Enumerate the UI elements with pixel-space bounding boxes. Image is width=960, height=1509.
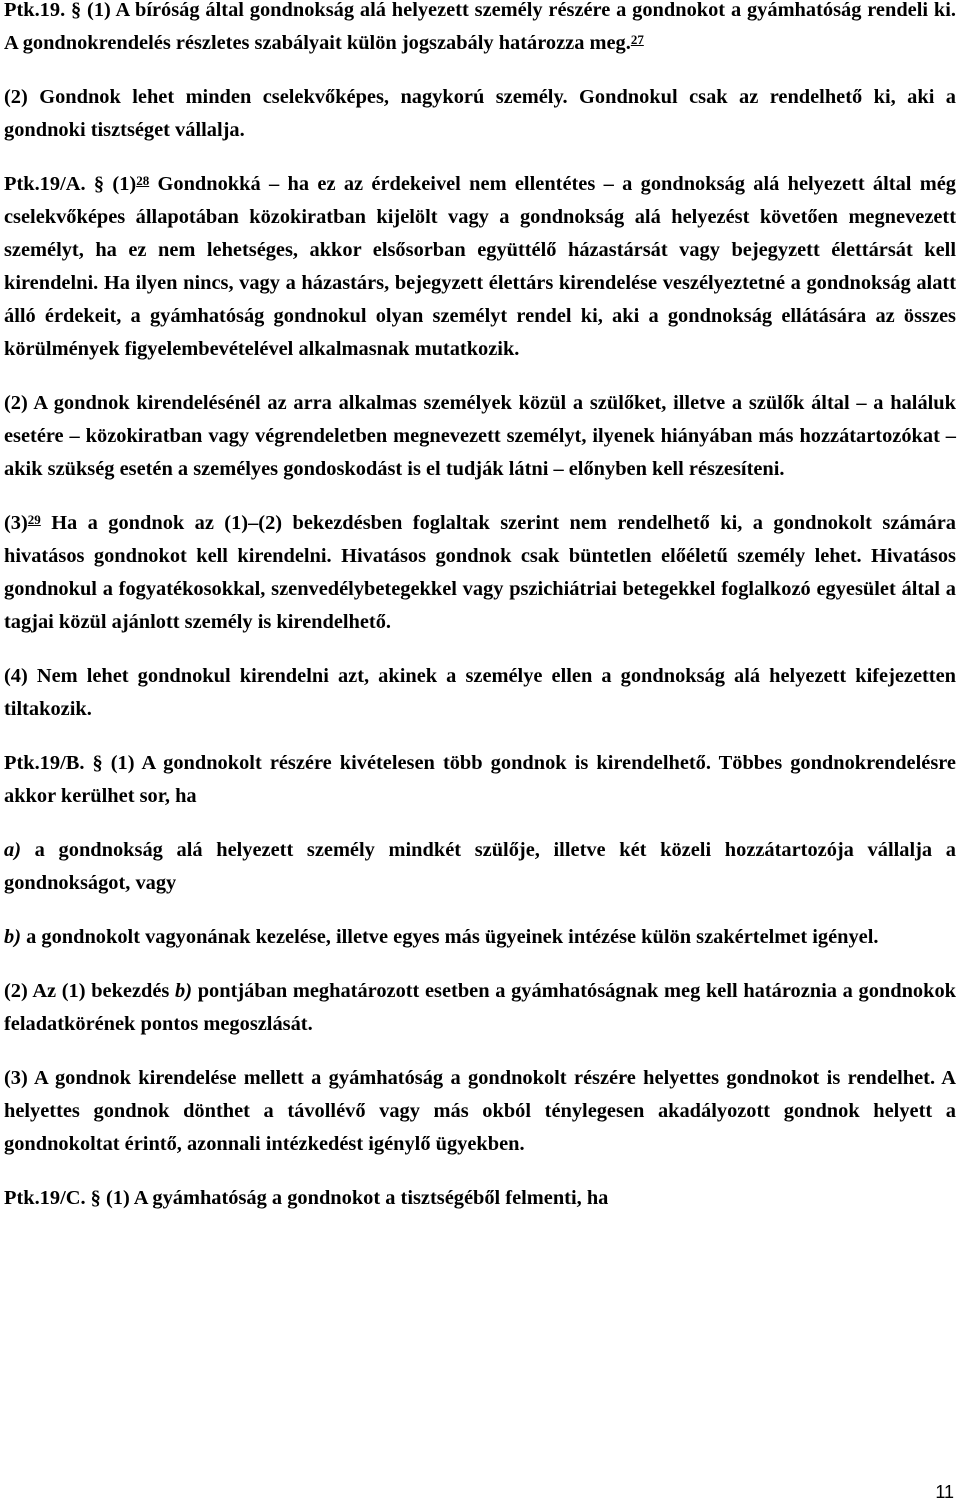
- footnote-link-28[interactable]: 28: [136, 173, 150, 188]
- footnote-link-27[interactable]: 27: [630, 32, 644, 47]
- paragraph-ptk-19a-2: (2) A gondnok kirendelésénél az arra alkalmas személyek közül a szülőket, illetve a szülők által – a haláluk esetére – közokiratban vagy végrendeletben megnevezett személyt, ilyenek hiányában más hozzátartozókat – akik szükség esetén a személyes gondoskodást is el tudják látni – előnyben kell részesíteni.: [4, 392, 956, 480]
- paragraph-text: Gondnokká – ha ez az érdekeivel nem ellentétes – a gondnokság alá helyezett által még cselekvőképes állapotában közokiratban kijelölt vagy a gondnokság alá helyezést követően megnevezett személyt, ha ez nem lehetséges, akkor elsősorban együttélő házastársát vagy bejegyzett élettársát kell kirendelni. Ha ilyen nincs, vagy a házastárs, bejegyzett élettárs kirendelése veszélyeztetné a gondnokság alatt álló érdekeit, a gyámhatóság gondnokul olyan személyt rendel ki, aki a gondnokság ellátására az összes körülmények figyelembevételével alkalmasnak mutatkozik.: [4, 173, 957, 360]
- paragraph-point-b: [4, 921, 956, 954]
- paragraph-text: a gondnokolt vagyonának kezelése, illetve egyes más ügyeinek intézése külön szakértelmet igényel.: [21, 926, 879, 948]
- paragraph-text: pontjában meghatározott esetben a gyámhatóságnak meg kell határoznia a gondnokok feladatkörének pontos megoszlását.: [4, 980, 956, 1035]
- document-page: [4, 0, 956, 1215]
- point-marker: b): [175, 980, 193, 1002]
- paragraph-text: Ptk.19. § (1) A bíróság által gondnokság alá helyezett személy részére a gondnokot a gyámhatóság rendeli ki. A gondnokrendelés részletes szabályait külön jogszabály határozza meg.: [4, 0, 956, 54]
- section-heading: (3): [4, 512, 28, 534]
- page-number: 11: [935, 1482, 954, 1502]
- paragraph-ptk-19b-2: [4, 975, 956, 1041]
- paragraph-ptk-19b-1: Ptk.19/B. § (1) A gondnokolt részére kivételesen több gondnok is kirendelhető. Többes gondnokrendelésre akkor kerülhet sor, ha: [4, 752, 956, 807]
- paragraph-ptk-19-2: (2) Gondnok lehet minden cselekvőképes, nagykorú személy. Gondnokul csak az rendelhető ki, aki a gondnoki tisztséget vállalja.: [4, 86, 956, 141]
- paragraph-ptk-19a-1: [4, 168, 956, 366]
- paragraph-text: Ha a gondnok az (1)–(2) bekezdésben foglaltak szerint nem rendelhető ki, a gondnokolt számára hivatásos gondnokot kell kirendelni. Hivatásos gondnok csak büntetlen előéletű személy lehet. Hivatásos gondnokul a fogyatékosokkal, szenvedélybetegekkel vagy pszichiátriai betegekkel foglalkozó egyesület által a tagjai közül ajánlott személy is kirendelhető.: [4, 512, 956, 633]
- footnote-link-29[interactable]: 29: [27, 512, 41, 527]
- paragraph-point-a: [4, 834, 956, 900]
- paragraph-text: (2) Az (1) bekezdés: [4, 980, 176, 1002]
- paragraph-ptk-19c-1: Ptk.19/C. § (1) A gyámhatóság a gondnokot a tisztségéből felmenti, ha: [4, 1187, 609, 1209]
- paragraph-ptk-19a-3: [4, 507, 956, 639]
- point-marker: b): [4, 926, 21, 948]
- paragraph-ptk-19b-3: (3) A gondnok kirendelése mellett a gyámhatóság a gondnokolt részére helyettes gondnokot is rendelhet. A helyettes gondnok dönthet a távollévő vagy más okból ténylegesen akadályozott gondnok helyett a gondnokoltat érintő, azonnali intézkedést igénylő ügyekben.: [4, 1067, 956, 1155]
- paragraph-text: a gondnokság alá helyezett személy mindkét szülője, illetve két közeli hozzátartozója vállalja a gondnokságot, vagy: [4, 839, 956, 894]
- paragraph-ptk-19a-4: (4) Nem lehet gondnokul kirendelni azt, akinek a személye ellen a gondnokság alá helyezett kifejezetten tiltakozik.: [4, 665, 956, 720]
- paragraph-ptk-19-1: [4, 0, 956, 60]
- section-heading: Ptk.19/A. § (1): [4, 173, 137, 195]
- point-marker: a): [4, 839, 21, 861]
